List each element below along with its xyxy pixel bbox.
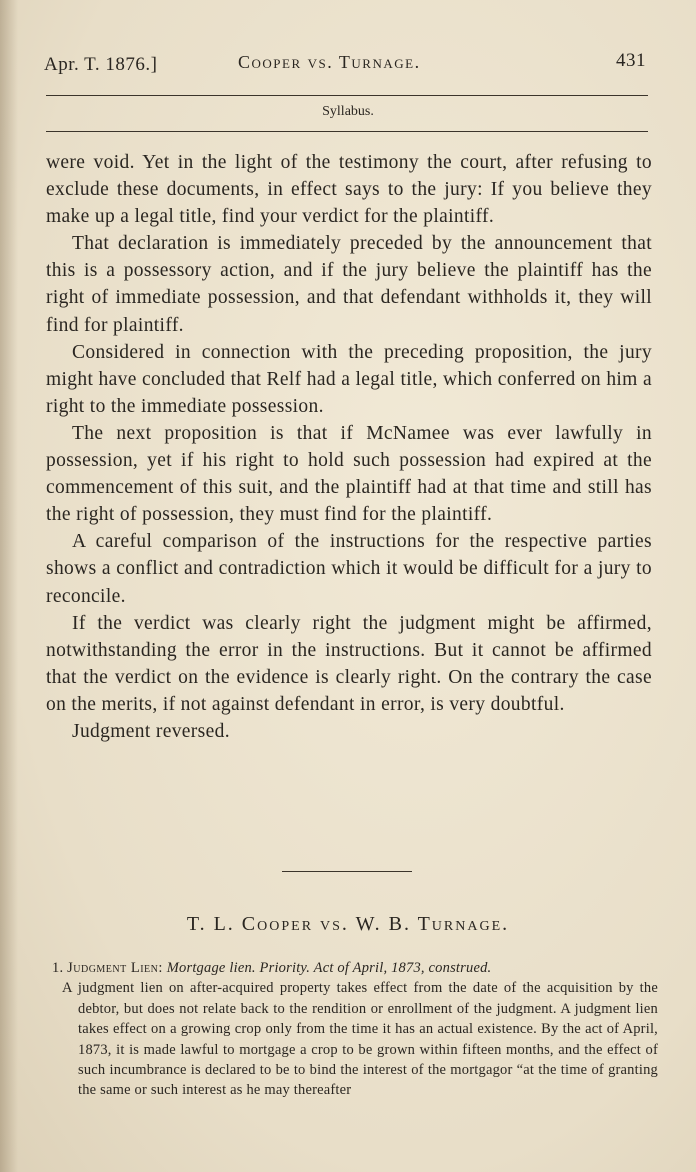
opinion-text	[46, 149, 652, 745]
running-head	[44, 50, 650, 80]
paragraph: Judgment reversed.	[72, 720, 230, 742]
paragraph: That declaration is immediately preceded by the announcement that this is a possessory action, and if the jury believe the plaintiff has the right of immediate possession, and that defendant withholds it, they will find for plaintiff.	[46, 233, 652, 336]
paragraph: A careful comparison of the instructions for the respective parties shows a conflict and contradiction which it would be difficult for a jury to reconcile.	[46, 531, 652, 607]
paragraph: If the verdict was clearly right the judgment might be affirmed, notwithstanding the error in the instructions. But it cannot be affirmed that the verdict on the evidence is clearly right. On the contrary the case on the merits, if not against defendant in error, is very doubtful.	[46, 612, 652, 715]
section-divider	[282, 871, 412, 872]
header-rule-top	[46, 95, 648, 96]
case-title: T. L. Cooper vs. W. B. Turnage.	[186, 913, 510, 935]
paragraph: The next proposition is that if McNamee was ever lawfully in possession, yet if his right to hold such possession had expired at the commencement of this suit, and the plaintiff had at that time and still has the right of possession, they must find for the plaintiff.	[46, 422, 652, 526]
gutter-shadow	[0, 0, 18, 1172]
term-label: Apr. T. 1876.]	[44, 54, 158, 75]
headnote-number: 1.	[52, 960, 64, 976]
header-rule-bottom	[46, 131, 648, 132]
paragraph: Considered in connection with the preceding proposition, the jury might have concluded that Relf had a legal title, which conferred on him a right to the immediate possession.	[46, 341, 652, 417]
paragraph: were void. Yet in the light of the testimony the court, after refusing to exclude these documents, in effect says to the jury: If you believe they make up a legal title, find your verdict for the plaintiff.	[46, 152, 652, 228]
case-short-title: Cooper vs. Turnage.	[238, 52, 421, 72]
headnote-heading	[52, 958, 658, 978]
headnote-topic: Judgment Lien:	[67, 960, 163, 976]
page-number: 431	[616, 50, 646, 71]
section-label: Syllabus.	[322, 104, 374, 119]
headnote	[52, 958, 658, 1101]
headnote-subtopic: Mortgage lien. Priority. Act of April, 1873, construed.	[166, 960, 492, 976]
headnote-text: A judgment lien on after-acquired property takes effect from the date of the acquisition by the debtor, but does not relate back to the rendition or enrollment of the judgment. A judgment lien takes effect on a growing crop only from the time it has an actual existence. By the act of April, 1873, it is made lawful to mortgage a crop to be grown within fifteen months, and the effect of such incumbrance is declared to be to bind the interest of the mortgagor “at the time of granting the same or such interest as he may thereafter	[62, 980, 658, 1099]
